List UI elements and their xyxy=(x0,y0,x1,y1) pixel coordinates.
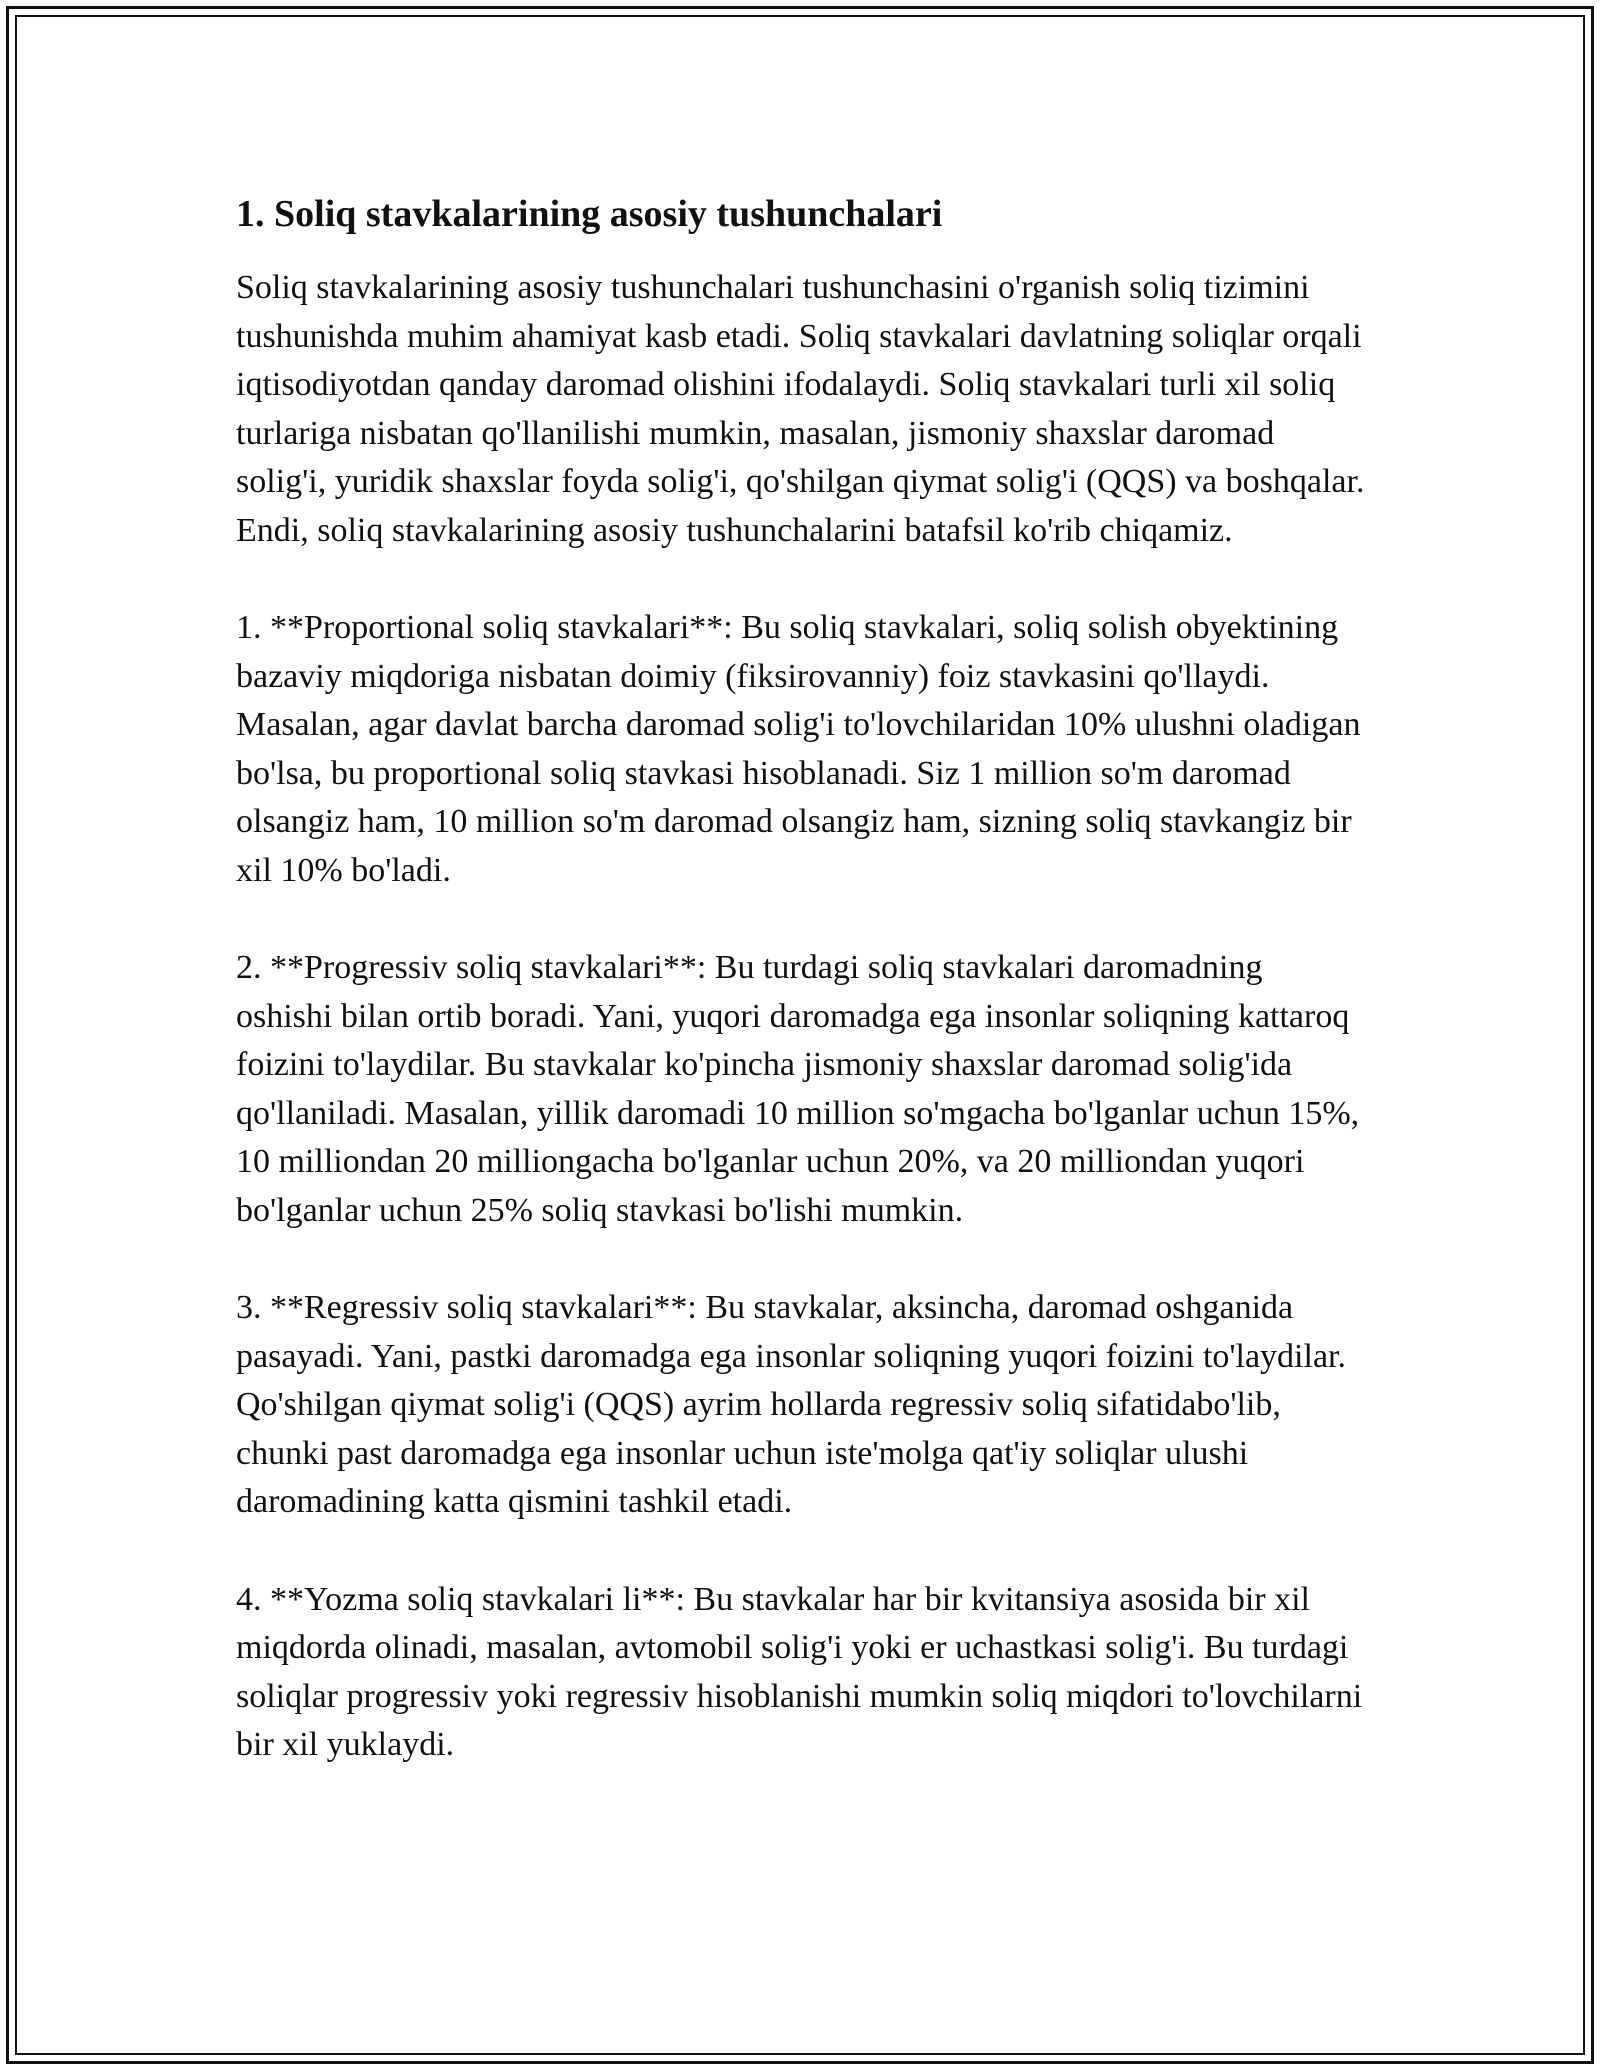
fixed-rate-paragraph: 4. **Yozma soliq stavkalari li**: Bu stavkalar har bir kvitansiya asosida bir xil miqdorda olinadi, masalan, avtomobil solig'i yoki er uchastkasi solig'i. Bu turdagi soliqlar progressiv yoki regressiv hisoblanishi mumkin soliq miqdori to'lovchilarni bir xil yuklaydi. xyxy=(236,1580,1363,1763)
document-body xyxy=(236,184,1366,1819)
intro-paragraph: Soliq stavkalarining asosiy tushunchalari tushunchasini o'rganish soliq tizimini tushunishda muhim ahamiyat kasb etadi. Soliq stavkalari davlatning soliqlar orqali iqtisodiyotdan qanday daromad olishini ifodalaydi. Soliq stavkalari turli xil soliq turlariga nisbatan qo'llanilishi mumkin, masalan, jismoniy shaxslar daromad solig'i, yuridik shaxslar foyda solig'i, qo'shilgan qiymat solig'i (QQS) va boshqalar. Endi, soliq stavkalarining asosiy tushunchalarini batafsil ko'rib chiqamiz. xyxy=(236,269,1365,549)
section-heading: 1. Soliq stavkalarining asosiy tushunchalari xyxy=(236,193,943,235)
proportional-paragraph: 1. **Proportional soliq stavkalari**: Bu soliq stavkalari, soliq solish obyektining bazaviy miqdoriga nisbatan doimiy (fiksirovanniy) foiz stavkasini qo'llaydi. Masalan, agar davlat barcha daromad solig'i to'lovchilaridan 10% ulushni oladigan bo'lsa, bu proportional soliq stavkasi hisoblanadi. Siz 1 million so'm daromad olsangiz ham, 10 million so'm daromad olsangiz ham, sizning soliq stavkangiz bir xil 10% bo'ladi. xyxy=(236,609,1361,889)
progressive-paragraph: 2. **Progressiv soliq stavkalari**: Bu turdagi soliq stavkalari daromadning oshishi bilan ortib boradi. Yani, yuqori daromadga ega insonlar soliqning kattaroq foizini to'laydilar. Bu stavkalar ko'pincha jismoniy shaxslar daromad solig'ida qo'llaniladi. Masalan, yillik daromadi 10 million so'mgacha bo'lganlar uchun 15%, 10 milliondan 20 milliongacha bo'lganlar uchun 20%, va 20 milliondan yuqori bo'lganlar uchun 25% soliq stavkasi bo'lishi mumkin. xyxy=(236,949,1360,1229)
regressive-paragraph: 3. **Regressiv soliq stavkalari**: Bu stavkalar, aksincha, daromad oshganida pasayadi. Yani, pastki daromadga ega insonlar soliqning yuqori foizini to'laydilar. Qo'shilgan qiymat solig'i (QQS) ayrim hollarda regressiv soliq sifatidabo'lib, chunki past daromadga ega insonlar uchun iste'molga qat'iy soliqlar ulushi daromadining katta qismini tashkil etadi. xyxy=(236,1289,1346,1520)
